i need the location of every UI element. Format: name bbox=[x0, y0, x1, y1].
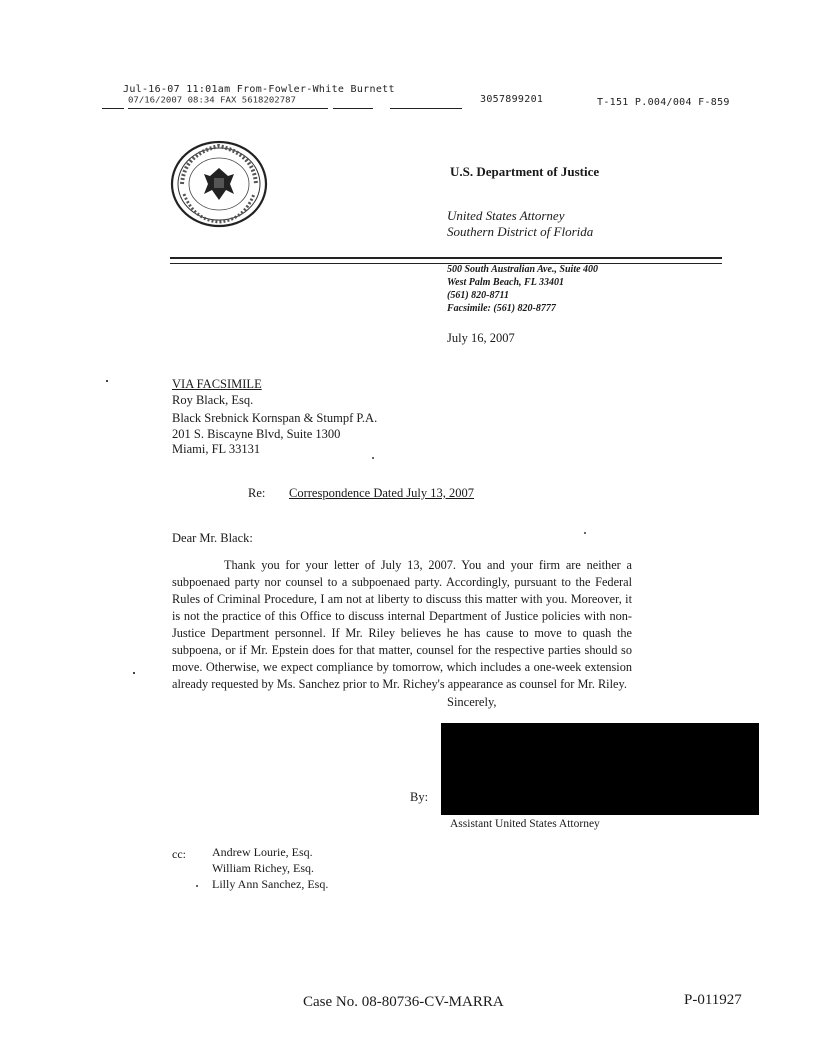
re-label: Re: bbox=[248, 486, 266, 500]
letterhead-rule-bottom bbox=[170, 263, 722, 264]
cc-label: cc: bbox=[172, 847, 186, 861]
scan-speck bbox=[196, 885, 198, 887]
letterhead-rule-top bbox=[170, 257, 722, 259]
cc-name: Andrew Lourie, Esq. bbox=[212, 845, 313, 859]
address-line: West Palm Beach, FL 33401 bbox=[447, 277, 564, 288]
case-number: Case No. 08-80736-CV-MARRA bbox=[303, 994, 504, 1010]
cc-name: William Richey, Esq. bbox=[212, 861, 315, 875]
scan-speck bbox=[106, 380, 108, 382]
delivery-method: VIA FACSIMILE bbox=[172, 377, 262, 391]
fax-underline-4 bbox=[390, 108, 462, 109]
redacted-signature bbox=[441, 723, 759, 815]
address-phone: (561) 820-8711 bbox=[447, 290, 509, 301]
recipient-street: 201 S. Biscayne Blvd, Suite 1300 bbox=[172, 427, 341, 441]
fax-underline-3 bbox=[333, 108, 373, 109]
letter-date: July 16, 2007 bbox=[447, 331, 515, 345]
fax-header-phone: 3057899201 bbox=[480, 94, 544, 105]
signer-title: Assistant United States Attorney bbox=[450, 818, 600, 830]
doj-seal-logo bbox=[170, 140, 268, 228]
address-line: 500 South Australian Ave., Suite 400 bbox=[447, 264, 599, 275]
fax-header-line1: Jul-16-07 11:01am From-Fowler-White Burnett bbox=[123, 84, 395, 95]
scan-speck bbox=[133, 672, 135, 674]
cc-name: Lilly Ann Sanchez, Esq. bbox=[212, 877, 329, 891]
fax-underline-1 bbox=[102, 108, 124, 109]
scan-speck bbox=[372, 457, 374, 459]
fax-underline-2 bbox=[128, 108, 328, 109]
recipient-firm: Black Srebnick Kornspan & Stumpf P.A. bbox=[172, 411, 378, 425]
address-fax: Facsimile: (561) 820-8777 bbox=[447, 303, 556, 314]
fax-header-page: T-151 P.004/004 F-859 bbox=[597, 97, 730, 108]
department-title: U.S. Department of Justice bbox=[450, 164, 600, 179]
by-label: By: bbox=[410, 790, 429, 804]
re-subject: Correspondence Dated July 13, 2007 bbox=[289, 486, 475, 500]
scan-speck bbox=[584, 532, 586, 534]
recipient-name: Roy Black, Esq. bbox=[172, 393, 254, 407]
office-line2: Southern District of Florida bbox=[447, 224, 594, 239]
recipient-city: Miami, FL 33131 bbox=[172, 442, 261, 456]
fax-header-line2: 07/16/2007 08:34 FAX 5618202787 bbox=[128, 96, 296, 106]
salutation: Dear Mr. Black: bbox=[172, 531, 253, 545]
office-line1: United States Attorney bbox=[447, 208, 565, 223]
bates-number: P-011927 bbox=[684, 992, 742, 1008]
letter-body: Thank you for your letter of July 13, 2007. You and your firm are neither a subpoenaed party nor counsel to a subpoenaed party. Accordingly, pursuant to the Federal Rules of Criminal Procedure, I am not at liberty to discuss this matter with you. Moreover, it is not the practice of this Office to discuss internal Department of Justice policies with non-Justice Department personnel. If Mr. Riley believes he has cause to move to quash the subpoena, or if Mr. Epstein does for that matter, counsel for the respective parties should so move. Otherwise, we expect compliance by tomorrow, which includes a one-week extension already requested by Ms. Sanchez prior to Mr. Richey's appearance as counsel for Mr. Riley. bbox=[172, 558, 632, 691]
closing: Sincerely, bbox=[447, 695, 497, 709]
